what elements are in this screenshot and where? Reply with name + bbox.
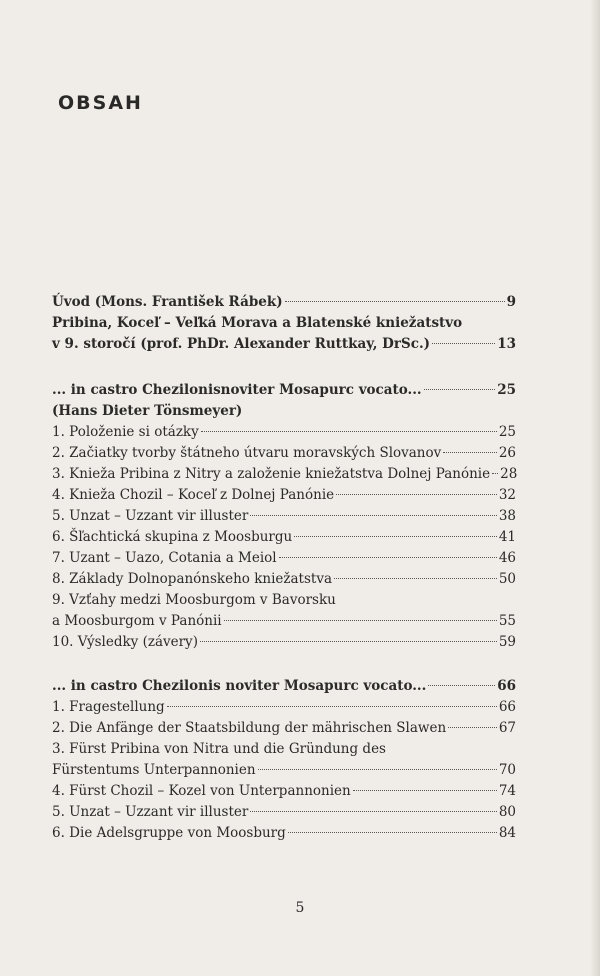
toc-entry-title: (Hans Dieter Tönsmeyer) xyxy=(52,403,243,419)
toc-leader-dots xyxy=(279,557,497,558)
toc-leader-dots xyxy=(443,452,497,453)
toc-entry-page: 66 xyxy=(497,678,516,694)
toc-leader-dots xyxy=(336,494,497,495)
toc-entry xyxy=(52,548,516,569)
toc-entry-title: a Moosburgom v Panónii xyxy=(52,613,222,629)
toc-leader-dots xyxy=(353,790,497,791)
toc-entry xyxy=(52,760,516,781)
toc-entry-title: 1. Fragestellung xyxy=(52,699,165,715)
toc-leader-dots xyxy=(167,706,497,707)
toc-entry-title: v 9. storočí (prof. PhDr. Alexander Ruttkay, DrSc.) xyxy=(52,336,431,352)
toc-entry-page: 25 xyxy=(497,382,516,398)
toc-leader-dots xyxy=(294,536,497,537)
toc-entry xyxy=(52,506,516,527)
toc-entry xyxy=(52,464,516,485)
toc-leader-dots xyxy=(334,578,497,579)
toc-entry-title: ... in castro Chezilonisnoviter Mosapurc vocato... xyxy=(52,382,422,398)
toc-entry-title: 6. Die Adelsgruppe von Moosburg xyxy=(52,825,286,841)
toc-entry xyxy=(52,569,516,590)
toc-entry xyxy=(52,718,516,739)
toc-entry-title: 5. Unzat – Uzzant vir illuster xyxy=(52,508,249,524)
toc-entry-page: 13 xyxy=(497,336,516,352)
toc-entry-page: 59 xyxy=(498,634,516,650)
toc-leader-dots xyxy=(258,769,497,770)
toc-entry-title: 3. Knieža Pribina z Nitry a založenie kniežatstva Dolnej Panónie xyxy=(52,466,491,482)
toc-leader-dots xyxy=(285,301,505,302)
toc-entry-title: 6. Šľachtická skupina z Moosburgu xyxy=(52,529,293,545)
toc-entry-page: 84 xyxy=(498,825,516,841)
toc-entry-title: Fürstentums Unterpannonien xyxy=(52,762,256,778)
toc-entry-title: 2. Die Anfänge der Staatsbildung der mährischen Slawen xyxy=(52,720,447,736)
toc-leader-dots xyxy=(224,620,497,621)
toc-entry-page: 46 xyxy=(498,550,516,566)
toc-entry-page: 38 xyxy=(498,508,516,524)
toc-entry-title: 1. Položenie si otázky xyxy=(52,424,199,440)
toc-entry-page: 50 xyxy=(498,571,516,587)
toc-entry-page: 66 xyxy=(498,699,516,715)
toc-leader-dots xyxy=(250,515,496,516)
toc-entry-title: 2. Začiatky tvorby štátneho útvaru moravských Slovanov xyxy=(52,445,442,461)
toc-leader-dots xyxy=(428,685,495,686)
toc-section-german xyxy=(52,676,516,844)
toc-entry-title: Pribina, Koceľ – Veľká Morava a Blatenské kniežatstvo xyxy=(52,315,463,331)
toc-section-slovak xyxy=(52,380,516,653)
toc-leader-dots xyxy=(492,473,498,474)
page-number: 5 xyxy=(295,900,305,916)
toc-leader-dots xyxy=(424,389,496,390)
toc-section-intro xyxy=(52,292,516,355)
toc-entry-page: 55 xyxy=(498,613,516,629)
toc-entry-page: 74 xyxy=(498,783,516,799)
toc-leader-dots xyxy=(201,431,497,432)
toc-entry-title: 4. Knieža Chozil – Koceľ z Dolnej Panónie xyxy=(52,487,335,503)
toc-entry xyxy=(52,380,516,401)
page-edge xyxy=(590,0,600,976)
toc-entry xyxy=(52,632,516,653)
toc-leader-dots xyxy=(200,641,497,642)
toc-entry xyxy=(52,823,516,844)
toc-entry xyxy=(52,802,516,823)
toc-entry-title: 4. Fürst Chozil – Kozel von Unterpannonien xyxy=(52,783,351,799)
toc-leader-dots xyxy=(432,343,495,344)
toc-entry xyxy=(52,443,516,464)
toc-entry-page: 28 xyxy=(500,466,518,482)
toc-entry-page: 67 xyxy=(498,720,516,736)
toc-entry xyxy=(52,401,516,422)
toc-entry xyxy=(52,697,516,718)
toc-entry-page: 9 xyxy=(506,294,516,310)
toc-entry-page: 80 xyxy=(498,804,516,820)
toc-leader-dots xyxy=(288,832,497,833)
toc-entry-title: 5. Unzat – Uzzant vir illuster xyxy=(52,804,249,820)
toc-entry xyxy=(52,485,516,506)
toc-entry xyxy=(52,611,516,632)
toc-entry xyxy=(52,781,516,802)
toc-entry xyxy=(52,313,516,334)
toc-entry-page: 32 xyxy=(498,487,516,503)
toc-leader-dots xyxy=(448,727,497,728)
toc-entry xyxy=(52,334,516,355)
toc-entry xyxy=(52,422,516,443)
toc-entry xyxy=(52,739,516,760)
toc-entry-title: ... in castro Chezilonis noviter Mosapurc vocato... xyxy=(52,678,427,694)
toc-entry-page: 70 xyxy=(498,762,516,778)
toc-entry-title: 9. Vzťahy medzi Moosburgom v Bavorsku xyxy=(52,592,336,608)
toc-entry xyxy=(52,527,516,548)
toc-entry xyxy=(52,292,516,313)
toc-entry-title: Úvod (Mons. František Rábek) xyxy=(52,294,283,310)
toc-entry-title: 7. Uzant – Uazo, Cotania a Meiol xyxy=(52,550,277,566)
toc-entry xyxy=(52,676,516,697)
toc-entry-title: 3. Fürst Pribina von Nitra und die Gründung des xyxy=(52,741,386,757)
toc-entry-title: 8. Základy Dolnopanónskeho kniežatstva xyxy=(52,571,333,587)
toc-entry-page: 25 xyxy=(498,424,516,440)
page-title: OBSAH xyxy=(58,92,143,114)
toc-entry-page: 41 xyxy=(498,529,516,545)
toc-leader-dots xyxy=(250,811,496,812)
toc-entry xyxy=(52,590,516,611)
toc-entry-page: 26 xyxy=(498,445,516,461)
toc-entry-title: 10. Výsledky (závery) xyxy=(52,634,198,650)
